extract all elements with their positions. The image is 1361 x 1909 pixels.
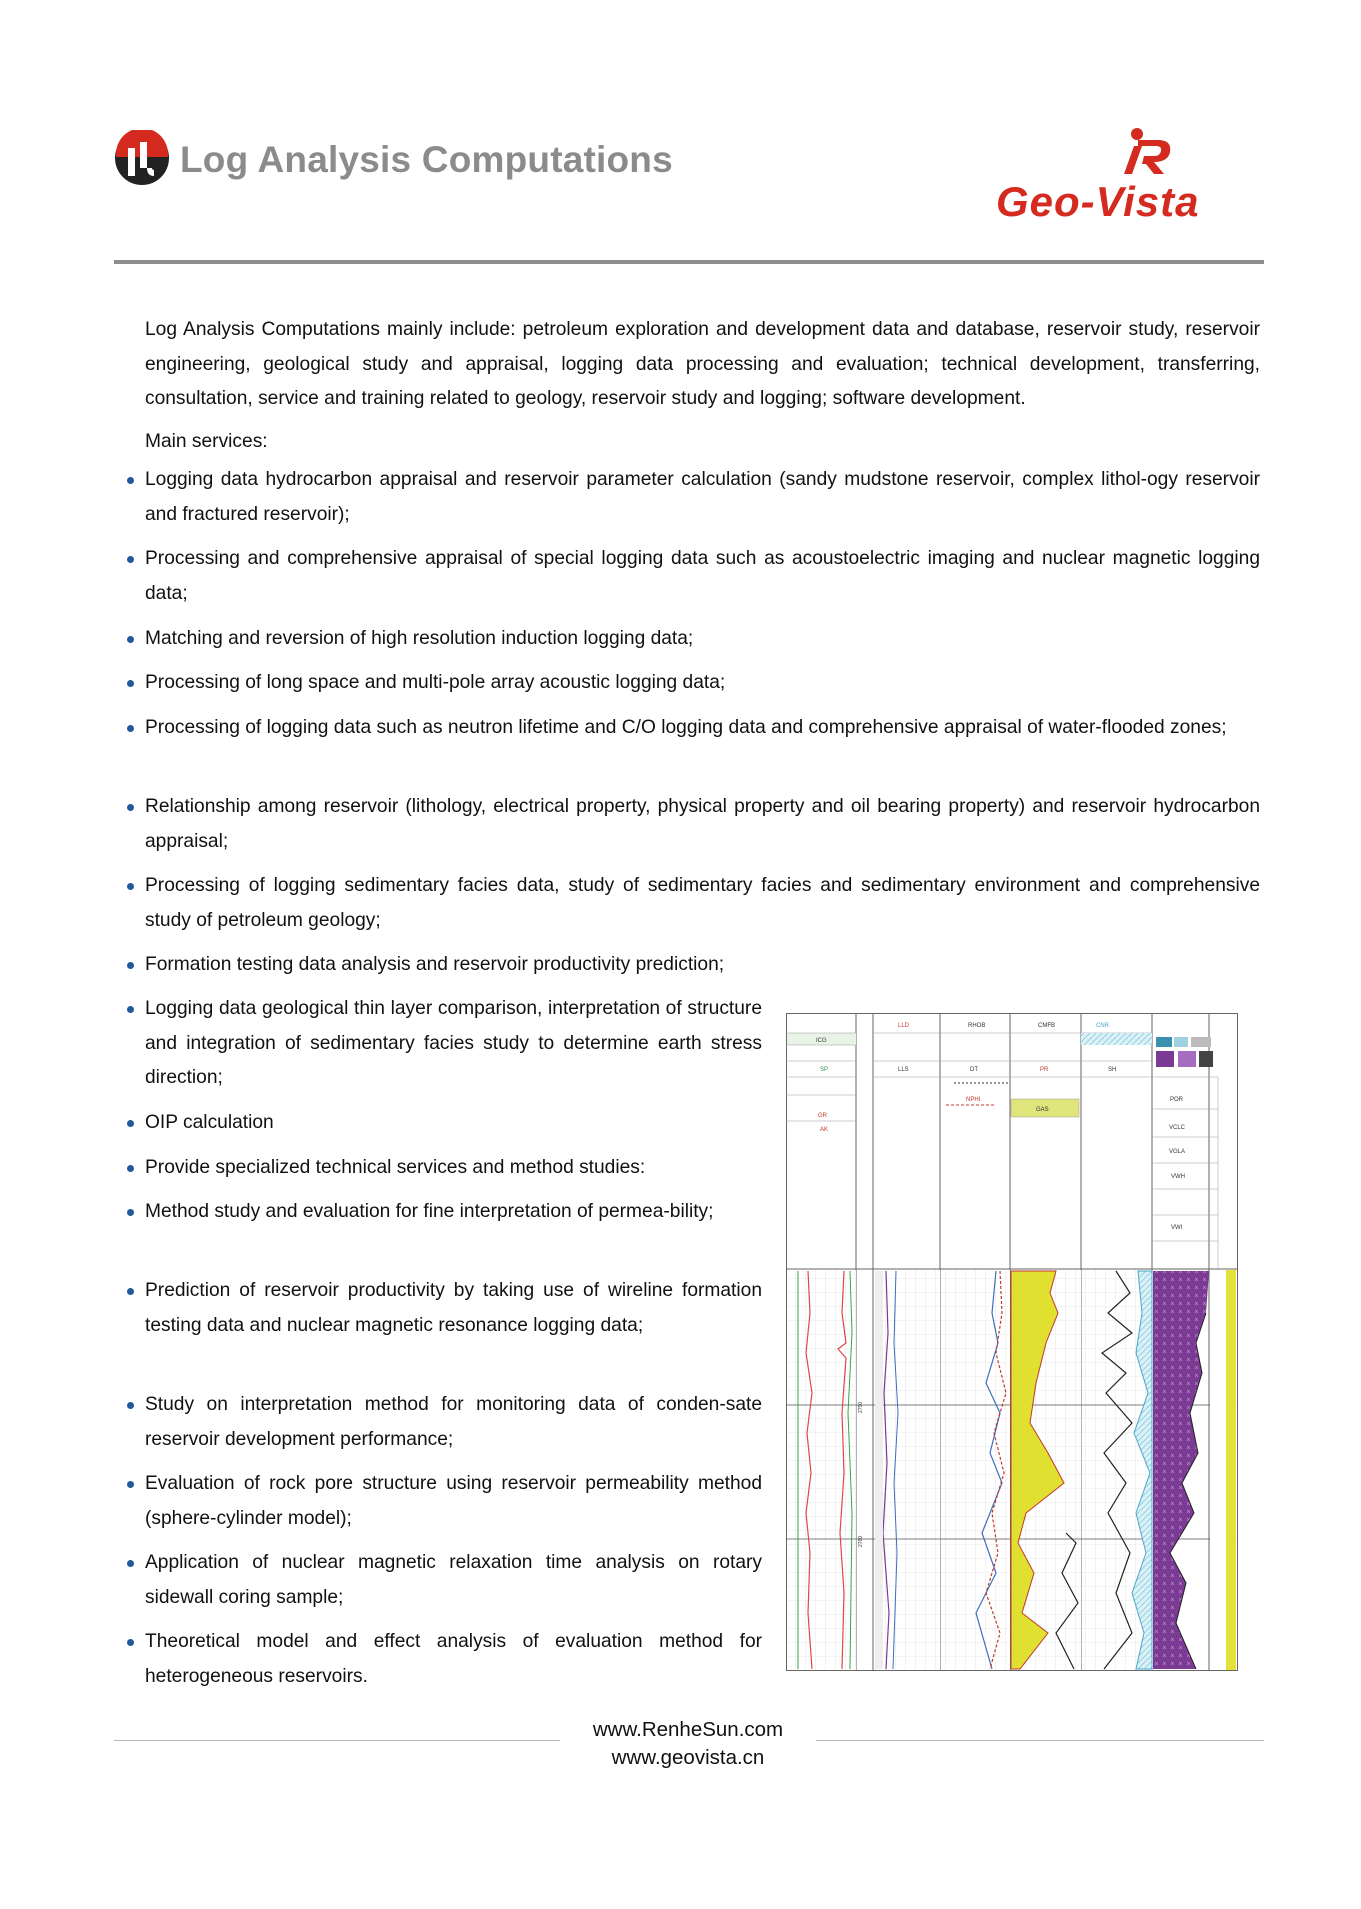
bullet-icon	[127, 1120, 134, 1127]
bullet-icon	[127, 636, 134, 643]
bullet-icon	[127, 1402, 134, 1409]
bullet-icon	[127, 680, 134, 687]
track-label-10: POR	[1170, 1097, 1184, 1103]
bullet-icon	[127, 804, 134, 811]
list-item: Processing of logging data such as neutron lifetime and C/O logging data and comprehensive appraisal of water-flooded zones;	[145, 711, 1260, 746]
track-label-6: GAS	[1036, 1107, 1049, 1113]
list-item: Prediction of reservoir productivity by taking use of wireline formation testing data and nuclear magnetic resonance logging data;	[145, 1274, 762, 1343]
bullet-icon	[127, 1165, 134, 1172]
track-label-12: VGLA	[1169, 1149, 1186, 1155]
bullet-icon	[127, 962, 134, 969]
list-item: OIP calculation	[145, 1106, 762, 1141]
track-header-4: CMFB	[1038, 1023, 1055, 1029]
list-item: Theoretical model and effect analysis of evaluation method for heterogeneous reservoirs.	[145, 1625, 762, 1694]
list-item: Evaluation of rock pore structure using reservoir permeability method (sphere-cylinder model);	[145, 1467, 762, 1536]
geo-vista-logo-icon	[1120, 126, 1176, 176]
bullet-icon	[127, 883, 134, 890]
bullet-icon	[127, 725, 134, 732]
track-label-1: LLS	[898, 1067, 909, 1073]
list-item: Study on interpretation method for monitoring data of conden-sate reservoir development performance;	[145, 1388, 762, 1457]
list-item: Logging data hydrocarbon appraisal and reservoir parameter calculation (sandy mudstone reservoir, complex lithol-ogy reservoir and fractured reservoir);	[145, 463, 1260, 532]
bullet-icon	[127, 1560, 134, 1567]
list-item: Method study and evaluation for fine interpretation of permea-bility;	[145, 1195, 762, 1230]
list-item: Matching and reversion of high resolution induction logging data;	[145, 622, 1260, 657]
list-item: Processing and comprehensive appraisal of special logging data such as acoustoelectric imaging and nuclear magnetic logging data;	[145, 542, 1260, 611]
well-log-figure	[786, 1013, 1238, 1671]
footer-link-renhesun[interactable]: www.RenheSun.com	[592, 1718, 784, 1741]
track-label-13: VWH	[1171, 1174, 1185, 1180]
track-header-2: LLD	[898, 1023, 910, 1029]
track-label-9: SH	[1108, 1067, 1117, 1073]
track-label-11: VCLC	[1169, 1125, 1186, 1131]
bullet-icon	[127, 477, 134, 484]
bullet-icon	[127, 1288, 134, 1295]
depth-label-2: 2760	[858, 1535, 864, 1547]
track-label-3: GR	[818, 1113, 827, 1119]
depth-label-1: 2750	[858, 1401, 864, 1413]
list-item: Formation testing data analysis and reservoir productivity prediction;	[145, 948, 1260, 983]
brand-name: Geo-Vista	[996, 178, 1200, 225]
track-header-5: CNR	[1096, 1023, 1109, 1029]
track-label-14: VWI	[1171, 1225, 1183, 1231]
bullet-icon	[127, 556, 134, 563]
list-item: Relationship among reservoir (lithology, electrical property, physical property and oil bearing property) and reservoir hydrocarbon appraisal;	[145, 790, 1260, 859]
track-header-1: ICG	[816, 1038, 827, 1044]
track-label-7: NPHI	[966, 1097, 981, 1103]
footer-divider-right	[816, 1740, 1264, 1741]
bullet-icon	[127, 1481, 134, 1488]
list-item: Processing of long space and multi-pole array acoustic logging data;	[145, 666, 1260, 701]
intro-paragraph: Log Analysis Computations mainly include: petroleum exploration and development data and database, reservoir study, reservoir engineering, geological study and appraisal, logging data processing and evaluation; technical development, transferring, consultation, service and training related to geology, reservoir study and logging; software development.	[145, 319, 1260, 409]
track-label-8: PR	[1040, 1067, 1049, 1073]
track-label-5: AK	[820, 1127, 829, 1133]
track-label-4: SP	[820, 1067, 829, 1073]
list-item: Processing of logging sedimentary facies data, study of sedimentary facies and sedimentary environment and comprehensive study of petroleum geology;	[145, 869, 1260, 938]
track-label-2: DT	[970, 1067, 978, 1073]
bullet-icon	[127, 1209, 134, 1216]
page-title: Log Analysis Computations	[180, 139, 673, 180]
footer-divider-left	[114, 1740, 560, 1741]
list-item: Application of nuclear magnetic relaxation time analysis on rotary sidewall coring sample;	[145, 1546, 762, 1615]
list-item: Logging data geological thin layer comparison, interpretation of structure and integration of sedimentary facies study to determine earth stress direction;	[145, 992, 762, 1096]
footer-link-geovista[interactable]: www.geovista.cn	[611, 1746, 765, 1769]
services-heading: Main services:	[145, 431, 268, 452]
list-item: Provide specialized technical services and method studies:	[145, 1151, 762, 1186]
header-divider	[114, 260, 1264, 264]
company-logo-icon	[114, 130, 170, 186]
bullet-icon	[127, 1639, 134, 1646]
track-header-3: RHOB	[968, 1023, 986, 1029]
bullet-icon	[127, 1006, 134, 1013]
